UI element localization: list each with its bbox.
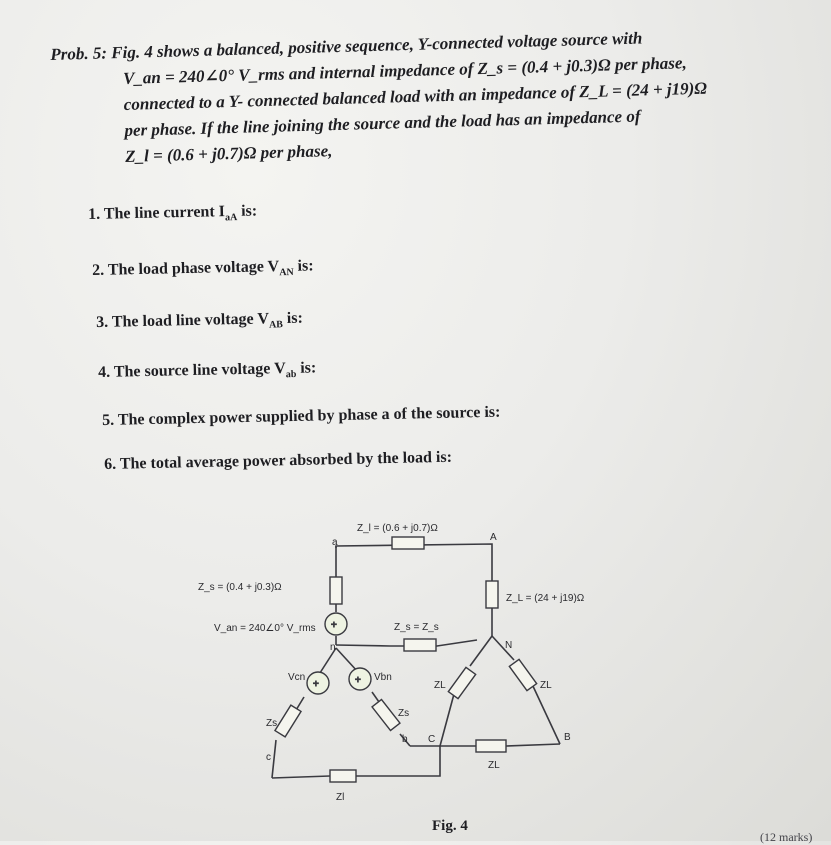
load-impedance-left <box>448 667 475 698</box>
svg-text:+: + <box>331 620 337 631</box>
node-A: A <box>490 532 497 543</box>
problem-line-1: Prob. 5: Fig. 4 shows a balanced, positive sequence, Y-connected voltage source with <box>50 28 643 64</box>
svg-text:+: + <box>355 675 361 686</box>
question-1-text: The line current I <box>103 203 226 223</box>
question-3-number: 3. <box>96 313 109 331</box>
label-neutral-impedance: Z_s = Z_s <box>394 622 439 633</box>
question-1-end: is: <box>236 202 258 220</box>
question-2-text: The load phase voltage V <box>107 258 280 279</box>
question-4-number: 4. <box>98 363 111 381</box>
question-5-text: The complex power supplied by phase <box>117 406 382 429</box>
label-load-impedance: Z_L = (24 + j19)Ω <box>506 593 585 604</box>
node-b: b <box>402 734 408 745</box>
question-2-number: 2. <box>92 261 105 279</box>
source-impedance-a <box>330 577 342 604</box>
source-impedance-b <box>372 699 400 730</box>
question-2-end: is: <box>293 257 314 275</box>
question-3-end: is: <box>282 309 303 328</box>
label-zs-c: Zs <box>266 718 278 729</box>
question-6-number: 6. <box>104 455 117 473</box>
question-1-sub: aA <box>224 212 238 224</box>
problem-line-5: Z_l = (0.6 + j0.7)Ω per phase, <box>124 141 333 166</box>
node-N: N <box>505 640 513 651</box>
question-1-number: 1. <box>88 205 101 223</box>
line-impedance-top <box>392 537 424 549</box>
node-c: c <box>266 752 271 763</box>
node-n: n <box>330 642 336 653</box>
question-4-text: The source line voltage V <box>113 360 286 381</box>
source-impedance-c <box>275 705 301 737</box>
neutral-impedance <box>404 639 436 651</box>
question-5-number: 5. <box>102 411 115 429</box>
question-3-sub: AB <box>268 319 284 331</box>
figure-caption: Fig. 4 <box>432 818 468 834</box>
load-impedance-right <box>509 659 536 690</box>
label-vbn: Vbn <box>374 672 392 683</box>
label-line-impedance: Z_l = (0.6 + j0.7)Ω <box>357 523 438 534</box>
node-B: B <box>564 732 571 743</box>
node-a: a <box>332 537 338 548</box>
question-4-end: is: <box>296 359 317 377</box>
question-2-sub: AN <box>279 266 294 279</box>
node-C: C <box>428 734 436 745</box>
label-source-voltage: V_an = 240∠0° V_rms <box>214 623 316 634</box>
question-5-end: a of the source is: <box>381 403 501 424</box>
label-zl-bottom: Zl <box>336 792 345 803</box>
problem-line-2: V_an = 240∠0° V_rms and internal impedance of Z_s = (0.4 + j0.3)Ω per phase, <box>122 53 687 88</box>
question-3-text: The load line voltage V <box>111 310 270 331</box>
question-6-text: The total average power absorbed by the load is: <box>119 448 453 473</box>
label-source-impedance: Z_s = (0.4 + j0.3)Ω <box>198 582 282 593</box>
label-zs-b: Zs <box>398 708 410 719</box>
problem-line-4: per phase. If the line joining the source and the load has an impedance of <box>124 106 641 140</box>
problem-line-3: connected to a Y- connected balanced load with an impedance of Z_L = (24 + j19)Ω <box>123 78 708 114</box>
svg-text:+: + <box>313 679 319 690</box>
load-impedance-bottom <box>476 740 506 752</box>
marks-note: (12 marks) <box>760 830 813 844</box>
line-impedance-bottom <box>330 770 356 782</box>
line-a-to-A <box>336 544 492 585</box>
label-vcn: Vcn <box>288 672 306 683</box>
label-zL-left: ZL <box>434 680 446 691</box>
label-zL-bottom: ZL <box>488 760 500 771</box>
line-c-to-C <box>356 746 440 776</box>
load-impedance-A <box>486 581 498 608</box>
label-zL-right: ZL <box>540 680 552 691</box>
question-4-sub: ab <box>285 369 297 381</box>
